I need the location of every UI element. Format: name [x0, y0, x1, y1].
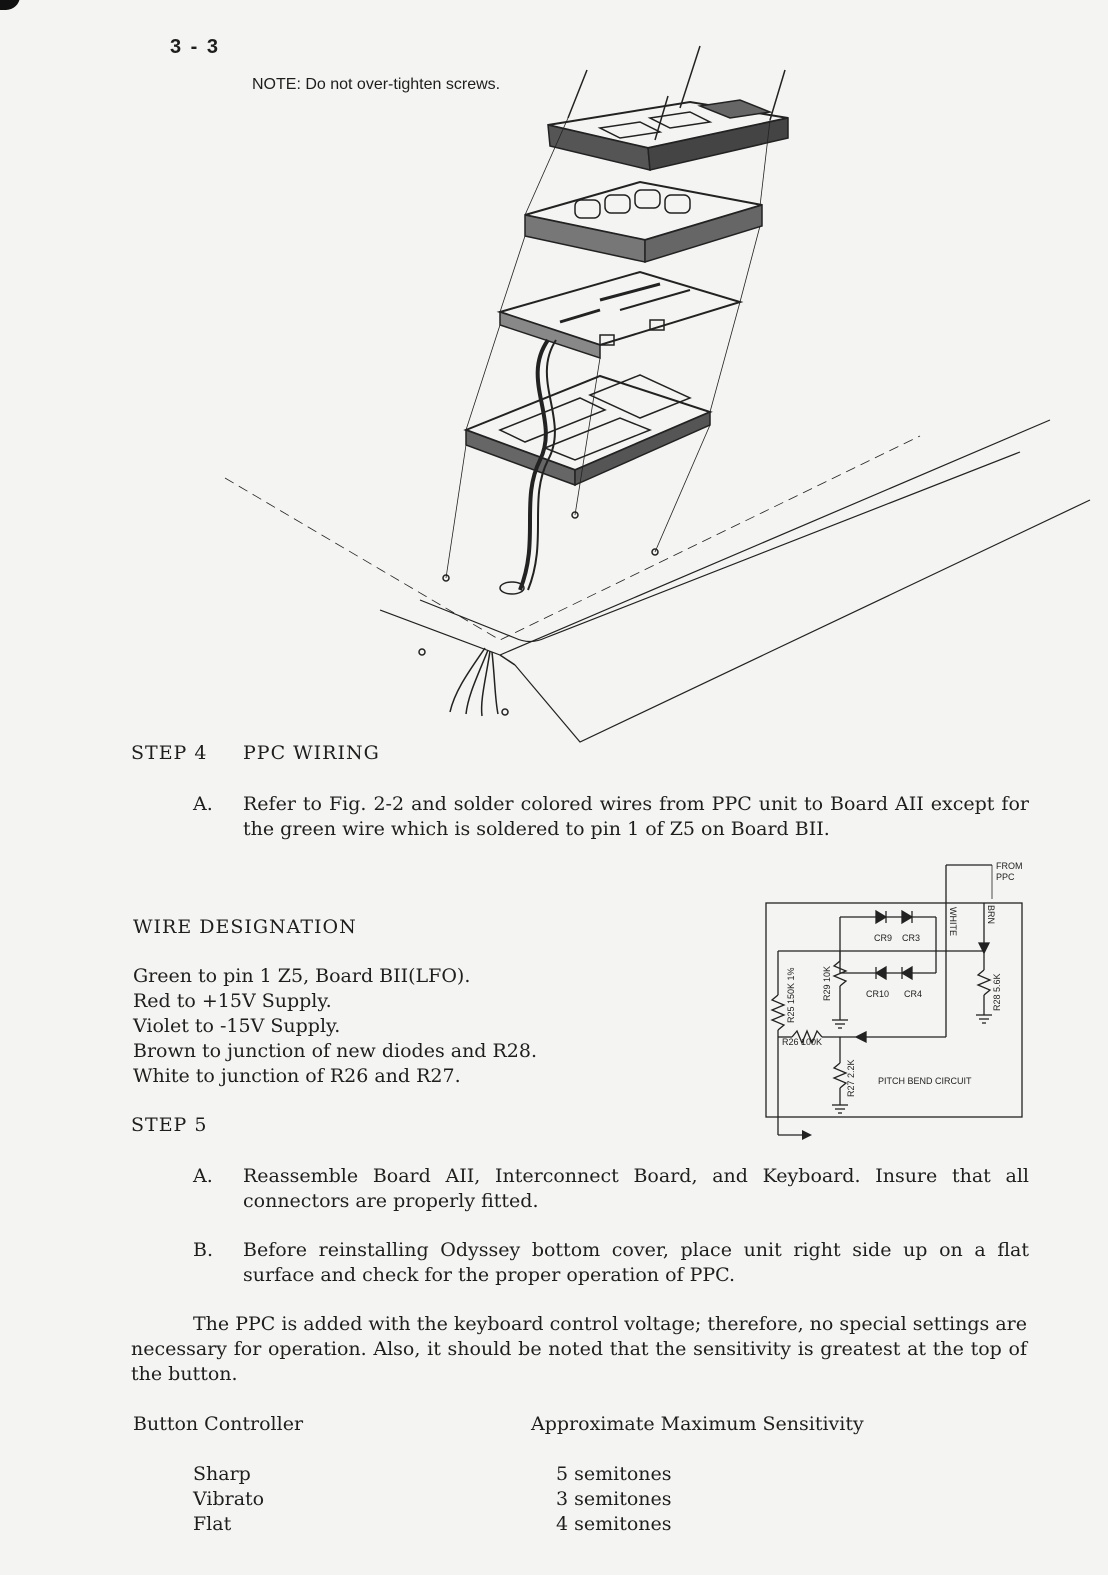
wire-line: Brown to junction of new diodes and R28. [133, 1040, 538, 1062]
wire-line: Violet to -15V Supply. [133, 1015, 341, 1037]
table-row-control: Sharp [193, 1463, 251, 1485]
step4-title: PPC WIRING [243, 742, 380, 764]
r29-label: R29 10K [822, 965, 832, 1001]
step5-label: STEP 5 [131, 1114, 208, 1136]
operation-paragraph: The PPC is added with the keyboard control voltage; therefore, no special settings are necessary for operation. Also, it should be noted that the sensitivity is greatest at the top of the button. [131, 1313, 1027, 1385]
step4-label: STEP 4 [131, 742, 208, 764]
circuit-caption: PITCH BEND CIRCUIT [878, 1076, 972, 1086]
step5-item-a-text: Reassemble Board AII, Interconnect Board, and Keyboard. Insure that all connectors are properly fitted. [243, 1165, 1029, 1212]
r25-label: R25 150K 1% [786, 967, 796, 1023]
from-label: FROM [996, 861, 1023, 871]
wire-designation-list [133, 964, 693, 1089]
cr9-label: CR9 [874, 933, 893, 943]
r28-label: R28 5.6K [992, 973, 1002, 1011]
wire-line: Red to +15V Supply. [133, 990, 332, 1012]
table-row-value: 5 semitones [556, 1463, 672, 1485]
table-header-controller: Button Controller [133, 1413, 304, 1435]
ppc-label: PPC [996, 872, 1015, 882]
table-row-value: 4 semitones [556, 1513, 672, 1535]
white-wire-label: WHITE [948, 907, 958, 936]
r26-label: R26 100K [782, 1037, 823, 1047]
r27-label: R27 2.2K [846, 1059, 856, 1097]
table-row-control: Vibrato [193, 1488, 265, 1510]
step5-item-b-text: Before reinstalling Odyssey bottom cover, place unit right side up on a flat surface and check for the proper operation of PPC. [243, 1239, 1029, 1286]
cr3-label: CR3 [902, 933, 921, 943]
cr10-label: CR10 [866, 989, 890, 999]
table-row-value: 3 semitones [556, 1488, 672, 1510]
step5-item-b-marker: B. [193, 1239, 214, 1261]
cr4-label: CR4 [904, 989, 923, 999]
step4-item-a-marker: A. [193, 793, 213, 815]
table-header-sensitivity: Approximate Maximum Sensitivity [531, 1413, 864, 1435]
pitch-bend-circuit-schematic [750, 855, 1040, 1155]
page-number: 3 - 3 [170, 36, 221, 58]
wire-line: Green to pin 1 Z5, Board BII(LFO). [133, 965, 471, 987]
step5-item-a-marker: A. [193, 1165, 213, 1187]
brn-wire-label: BRN [986, 905, 996, 925]
wire-designation-title: WIRE DESIGNATION [133, 916, 357, 938]
wire-line: White to junction of R26 and R27. [133, 1065, 461, 1087]
table-row-control: Flat [193, 1513, 232, 1535]
step4-item-a-text: Refer to Fig. 2-2 and solder colored wires from PPC unit to Board AII except for the green wire which is soldered to pin 1 of Z5 on Board BII. [243, 793, 1029, 840]
assembly-note: NOTE: Do not over-tighten screws. [252, 76, 501, 93]
exploded-assembly-diagram [0, 0, 1108, 745]
